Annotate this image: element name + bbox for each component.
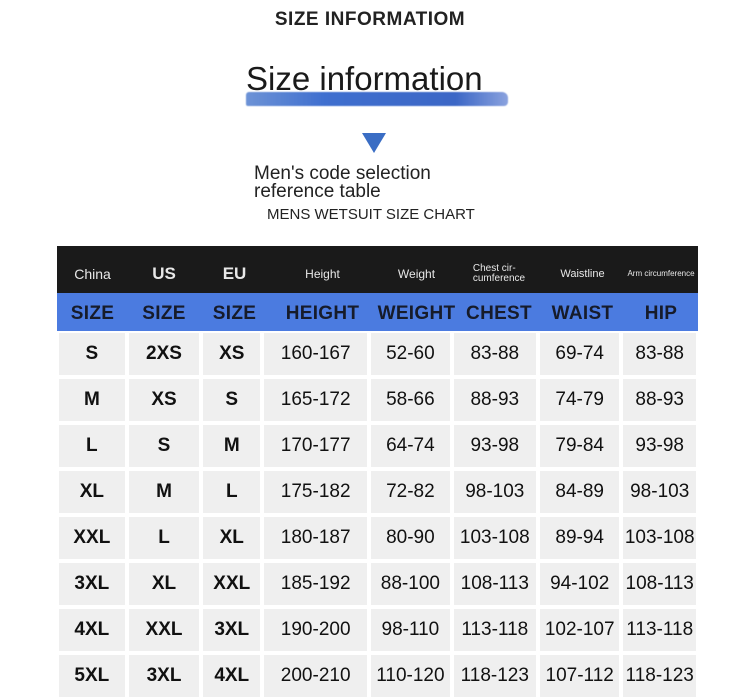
cell-waist: 79-84	[540, 425, 619, 467]
cell-size-us: 3XL	[129, 655, 200, 697]
cell-size-eu: XS	[203, 333, 260, 375]
cell-size-eu: S	[203, 379, 260, 421]
cell-size-us: S	[129, 425, 200, 467]
cell-height: 160-167	[264, 333, 367, 375]
cell-size-us: XS	[129, 379, 200, 421]
header-china: China	[74, 265, 111, 282]
table-row	[57, 331, 698, 377]
cell-weight: 98-110	[371, 609, 449, 651]
table-row	[57, 561, 698, 607]
cell-size-china: S	[59, 333, 125, 375]
cell-chest: 88-93	[454, 379, 536, 421]
cell-size-eu: L	[203, 471, 260, 513]
cell-hip: 98-103	[623, 471, 696, 513]
cell-size-china: 4XL	[59, 609, 125, 651]
table-row	[57, 377, 698, 423]
header-row-main	[57, 293, 698, 331]
cell-size-eu: 4XL	[203, 655, 260, 697]
header-chest-main: CHEST	[466, 303, 532, 324]
cell-chest: 108-113	[454, 563, 536, 605]
cell-chest: 83-88	[454, 333, 536, 375]
cell-size-us: 2XS	[129, 333, 200, 375]
cell-weight: 52-60	[371, 333, 449, 375]
cell-hip: 108-113	[623, 563, 696, 605]
cell-chest: 103-108	[454, 517, 536, 559]
cell-height: 190-200	[264, 609, 367, 651]
header-weight: Weight	[397, 266, 436, 281]
cell-height: 165-172	[264, 379, 367, 421]
chart-title: MENS WETSUIT SIZE CHART	[267, 206, 475, 223]
cell-waist: 69-74	[540, 333, 619, 375]
cell-size-us: XXL	[129, 609, 200, 651]
cell-size-china: M	[59, 379, 125, 421]
cell-height: 175-182	[264, 471, 367, 513]
header-eu: EU	[222, 263, 247, 283]
page-title: Size information	[246, 60, 483, 97]
header-weight-main: WEIGHT	[377, 303, 456, 324]
size-chart-table	[57, 246, 698, 699]
header-arm-circumference: Arm circumference	[627, 269, 695, 278]
cell-hip: 88-93	[623, 379, 696, 421]
cell-size-eu: M	[203, 425, 260, 467]
top-title: SIZE INFORMATIOM	[274, 9, 466, 30]
header-us: US	[152, 263, 176, 283]
cell-size-china: 3XL	[59, 563, 125, 605]
cell-height: 170-177	[264, 425, 367, 467]
header-height-main: HEIGHT	[285, 303, 360, 324]
cell-size-eu: 3XL	[203, 609, 260, 651]
cell-weight: 110-120	[371, 655, 449, 697]
cell-waist: 74-79	[540, 379, 619, 421]
cell-weight: 88-100	[371, 563, 449, 605]
header-chest-circumference: Chest cir- cumference	[472, 262, 526, 284]
cell-hip: 118-123	[623, 655, 696, 697]
cell-size-china: L	[59, 425, 125, 467]
header-height: Height	[305, 266, 340, 281]
cell-hip: 113-118	[623, 609, 696, 651]
cell-size-china: 5XL	[59, 655, 125, 697]
cell-weight: 72-82	[371, 471, 449, 513]
cell-chest: 118-123	[454, 655, 536, 697]
cell-chest: 98-103	[454, 471, 536, 513]
cell-height: 180-187	[264, 517, 367, 559]
cell-hip: 83-88	[623, 333, 696, 375]
cell-weight: 80-90	[371, 517, 449, 559]
table-body	[57, 331, 698, 699]
header-waistline: Waistline	[560, 267, 605, 280]
table-row	[57, 469, 698, 515]
cell-waist: 107-112	[540, 655, 619, 697]
cell-size-eu: XXL	[203, 563, 260, 605]
cell-hip: 93-98	[623, 425, 696, 467]
cell-size-us: XL	[129, 563, 200, 605]
cell-height: 185-192	[264, 563, 367, 605]
cell-weight: 64-74	[371, 425, 449, 467]
cell-waist: 89-94	[540, 517, 619, 559]
cell-chest: 93-98	[454, 425, 536, 467]
header-size-eu: SIZE	[212, 303, 257, 324]
cell-hip: 103-108	[623, 517, 696, 559]
cell-waist: 84-89	[540, 471, 619, 513]
table-row	[57, 515, 698, 561]
cell-waist: 94-102	[540, 563, 619, 605]
cell-size-us: M	[129, 471, 200, 513]
table-row	[57, 607, 698, 653]
cell-size-us: L	[129, 517, 200, 559]
header-waist-main: WAIST	[551, 303, 614, 324]
cell-height: 200-210	[264, 655, 367, 697]
table-row	[57, 653, 698, 699]
cell-size-eu: XL	[203, 517, 260, 559]
header-hip-main: HIP	[644, 303, 678, 324]
subtitle	[254, 165, 431, 201]
subtitle-line-2: reference table	[254, 181, 381, 202]
subtitle-line-1: Men's code selection	[254, 163, 431, 184]
header-row-secondary	[57, 246, 698, 293]
cell-size-china: XL	[59, 471, 125, 513]
header-size-china: SIZE	[70, 303, 115, 324]
cell-waist: 102-107	[540, 609, 619, 651]
cell-chest: 113-118	[454, 609, 536, 651]
header-size-us: SIZE	[142, 303, 186, 324]
cell-size-china: XXL	[59, 517, 125, 559]
cell-weight: 58-66	[371, 379, 449, 421]
down-arrow-icon	[362, 133, 386, 153]
table-row	[57, 423, 698, 469]
